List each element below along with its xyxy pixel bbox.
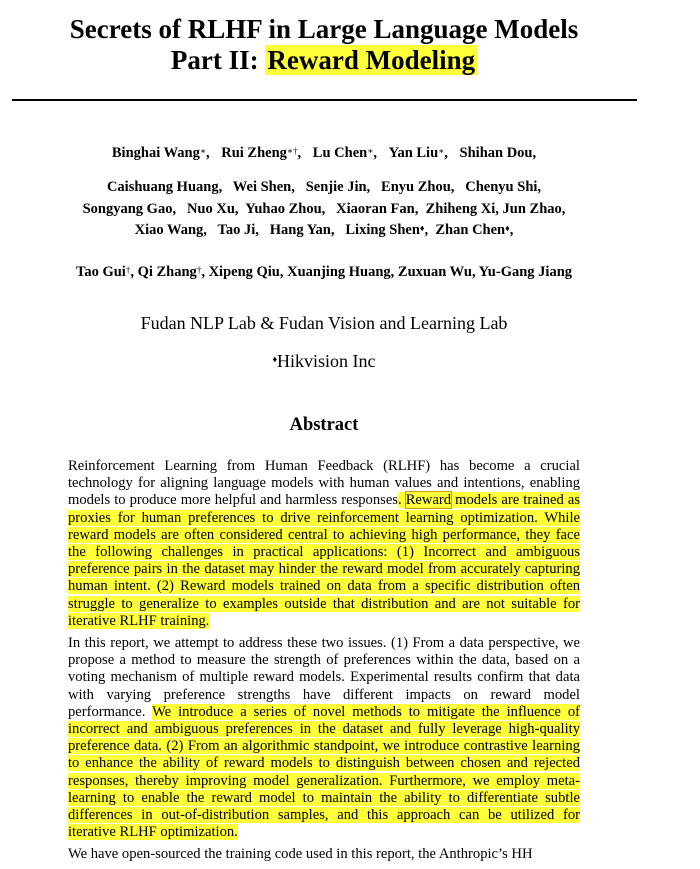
paper-title [0, 14, 648, 76]
affiliation-hikvision: ♦Hikvision Inc [272, 351, 376, 371]
author: Binghai Wang∗, [111, 145, 210, 161]
author-row-3: Songyang Gao, Nuo Xu, Yuhao Zhou, Xiaoran Fan, Zhiheng Xi, Jun Zhao, [82, 201, 566, 217]
author: Lu Chen∗, [312, 145, 377, 161]
title-line-1: Secrets of RLHF in Large Language Models [69, 14, 579, 44]
abstract-paragraph-3: We have open-sourced the training code used in this report, the Anthropic’s HH [68, 846, 533, 863]
title-highlight: Reward Modeling [267, 45, 476, 75]
author-row-4: Xiao Wang, Tao Ji, Hang Yan, Lixing Shen♦, Zhan Chen♦, [134, 222, 514, 238]
abstract-paragraph-1: Reinforcement Learning from Human Feedback (RLHF) has become a crucial technology for aligning language models with human values and intentions, enabling models to produce more helpful and harmless responses. Reward models are trained as proxies for human preferences to drive reinforcement learning optimization. While reward models are often considered central to achieving high performance, they face the following challenges in practical applications: (1) Incorrect and ambiguous preference pairs in the dataset may hinder the reward model from accurately capturing human intent. (2) Reward models trained on data from a specific distribution often struggle to generalize to examples outside that distribution and are not suitable for iterative RLHF training. [68, 458, 580, 629]
title-prefix: Part II: [170, 45, 266, 75]
author: Yan Liu∗, [388, 145, 448, 161]
author-row-5: Tao Gui†, Qi Zhang†, Xipeng Qiu, Xuanjing Huang, Zuxuan Wu, Yu-Gang Jiang [75, 264, 573, 280]
abstract-paragraph-2: In this report, we attempt to address these two issues. (1) From a data perspective, we propose a method to measure the strength of preferences within the data, based on a voting mechanism of multiple reward models. Experimental results confirm that data with varying preference strengths have different impacts on reward model performance. We introduce a series of novel methods to mitigate the influence of incorrect and ambiguous preferences in the dataset and fully leverage high-quality preference data. (2) From an algorithmic standpoint, we introduce contrastive learning to enhance the ability of reward models to distinguish between chosen and rejected responses, thereby improving model generalization. Furthermore, we employ meta-learning to enable the reward model to maintain the ability to differentiate subtle differences in out-of-distribution samples, and this approach can be utilized for iterative RLHF optimization. [68, 635, 581, 841]
affiliation-fudan: Fudan NLP Lab & Fudan Vision and Learning Lab [140, 313, 508, 333]
boxed-word: Reward [405, 492, 452, 509]
author: Rui Zheng∗†, [221, 145, 302, 161]
abstract-heading: Abstract [289, 415, 359, 435]
author-row-2: Caishuang Huang, Wei Shen, Senjie Jin, Enyu Zhou, Chenyu Shi, [106, 179, 542, 195]
abstract-body [68, 458, 580, 869]
author-row-1 [0, 144, 648, 162]
title-line-2 [0, 45, 648, 76]
author: Shihan Dou, [459, 145, 537, 161]
title-rule [12, 99, 637, 101]
